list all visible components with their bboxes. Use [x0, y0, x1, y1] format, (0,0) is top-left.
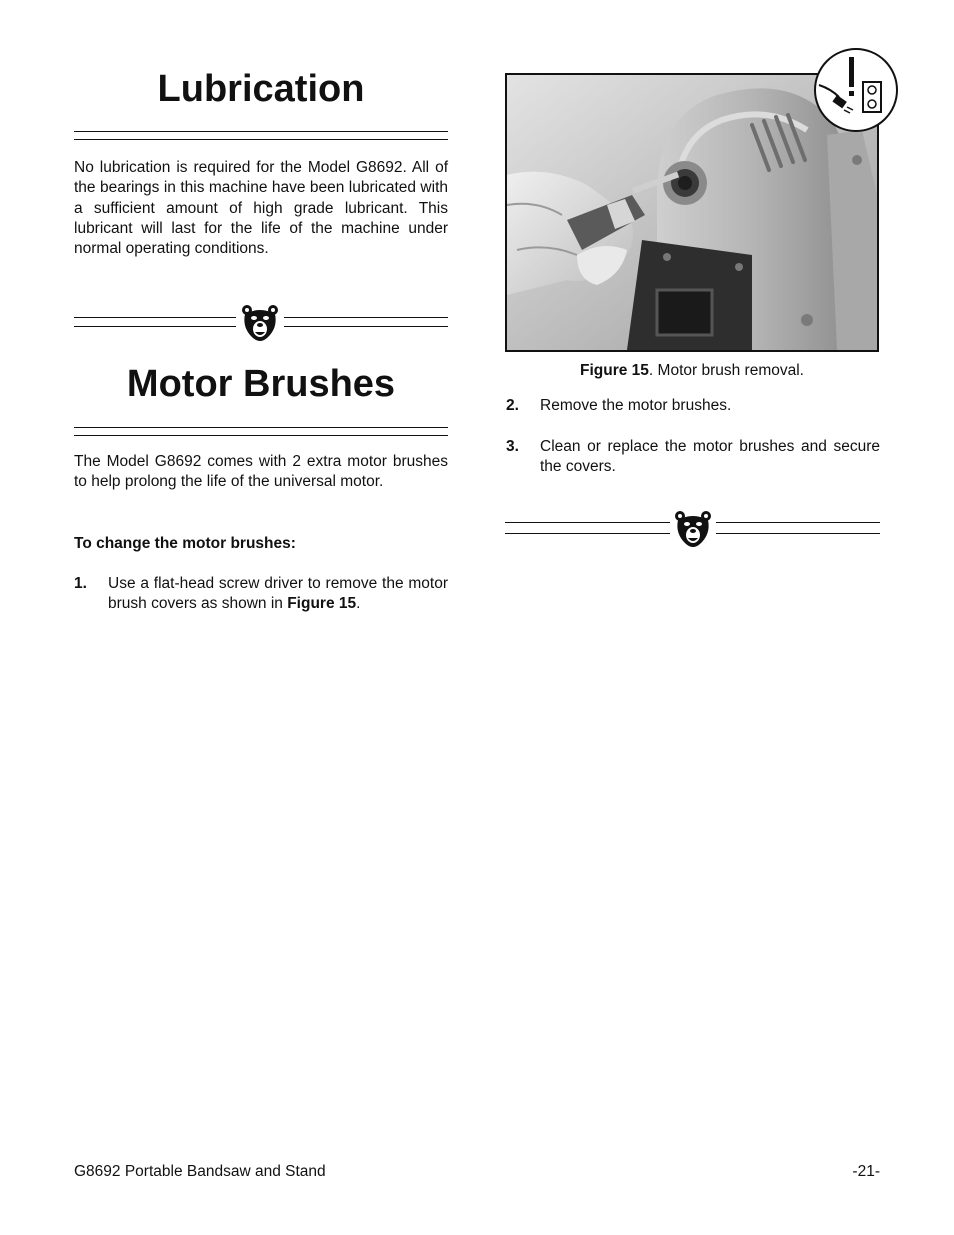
lubrication-heading-rule: [74, 131, 448, 141]
step-2: [506, 396, 880, 418]
step-1: [74, 574, 448, 616]
disconnect-power-warning-icon: [813, 47, 899, 133]
procedure-heading: To change the motor brushes:: [74, 535, 296, 552]
step-text-part: .: [356, 595, 361, 613]
step-text: Remove the motor brushes.: [540, 397, 732, 414]
step-number: 2.: [506, 397, 519, 414]
step-number: 1.: [74, 575, 87, 592]
step-text-part: Use a flat-head screw driver to remove the motor brush covers as shown in: [108, 575, 448, 613]
figure-caption-text: . Motor brush removal.: [648, 362, 804, 379]
figure-label: Figure 15: [580, 362, 649, 379]
motor-brushes-paragraph: The Model G8692 comes with 2 extra motor brushes to help prolong the life of the universal motor.: [74, 453, 448, 491]
bear-logo-icon: [241, 304, 279, 344]
figure-reference: Figure 15: [287, 595, 357, 613]
step-text: Clean or replace the motor brushes and secure the covers.: [540, 438, 880, 476]
footer-title: G8692 Portable Bandsaw and Stand: [74, 1163, 326, 1180]
lubrication-heading: Lubrication: [157, 68, 365, 110]
motor-brushes-heading: Motor Brushes: [126, 363, 396, 405]
page-number: -21-: [852, 1163, 880, 1180]
step-text: [108, 574, 448, 615]
step-3: [506, 437, 880, 479]
figure-caption: [505, 362, 879, 380]
section-divider: [74, 304, 448, 344]
bear-logo-icon: [674, 510, 712, 550]
lubrication-paragraph: No lubrication is required for the Model G8692. All of the bearings in this machine have been lubricated with a sufficient amount of high grade lubricant. This lubricant will last for the life of the machine under normal operating conditions.: [74, 159, 448, 258]
motor-brushes-heading-rule: [74, 427, 448, 437]
step-number: 3.: [506, 438, 519, 455]
section-divider: [505, 510, 880, 550]
